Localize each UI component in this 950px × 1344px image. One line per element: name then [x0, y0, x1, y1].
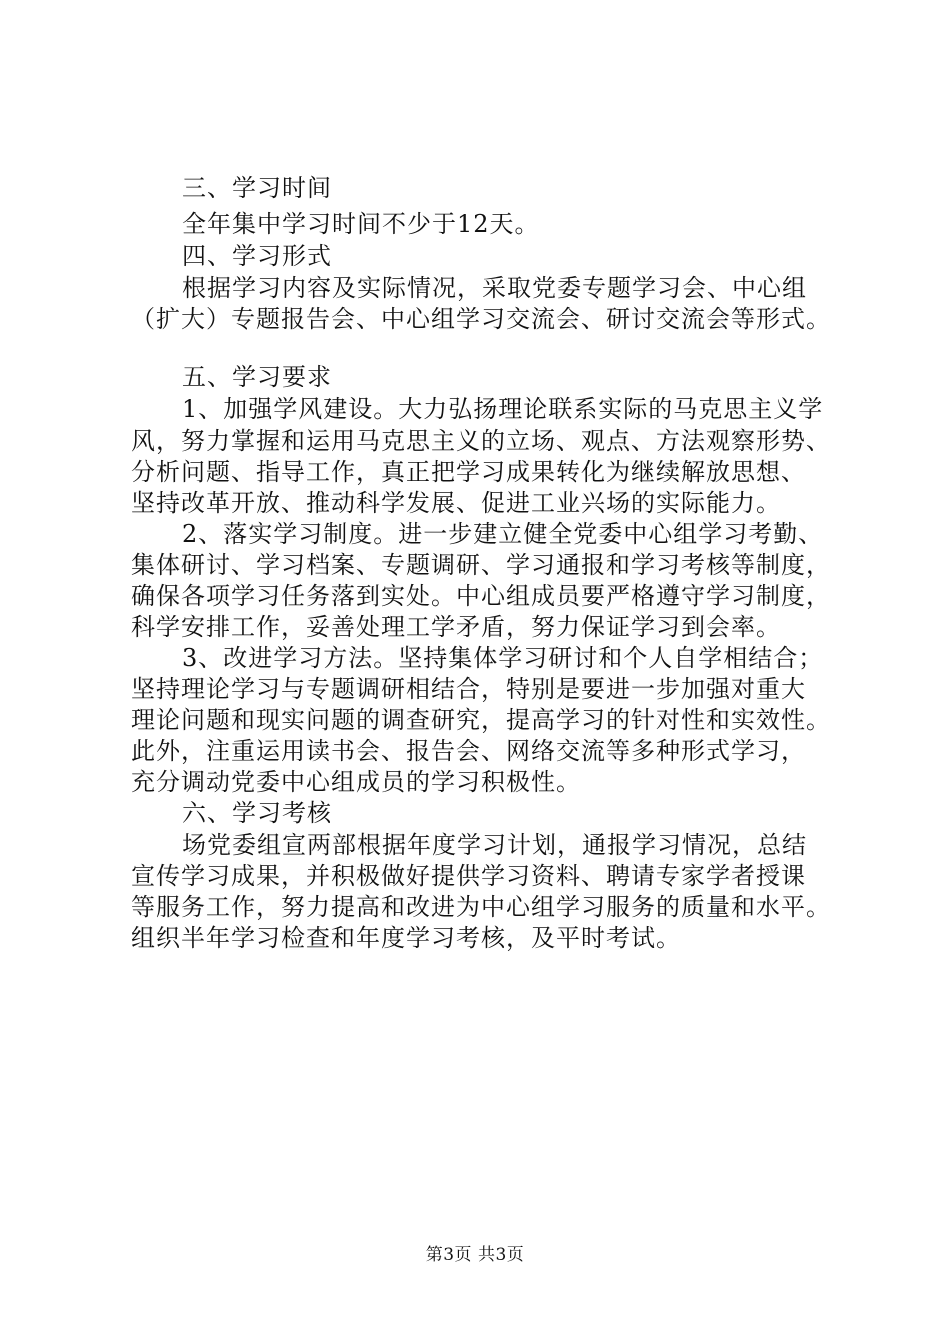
section-5-item-1-line: 坚持改革开放、推动科学发展、促进工业兴场的实际能力。	[131, 489, 781, 517]
section-6-body-line: 组织半年学习检查和年度学习考核，及平时考试。	[131, 924, 681, 952]
section-5-item-2-line: 集体研讨、学习档案、专题调研、学习通报和学习考核等制度，	[131, 551, 831, 579]
section-5-item-3-line: 理论问题和现实问题的调查研究，提高学习的针对性和实效性。	[131, 706, 831, 734]
section-5-item-3-line: 充分调动党委中心组成员的学习积极性。	[131, 768, 581, 796]
page-footer: 第3页 共3页	[425, 1245, 525, 1265]
section-3-heading: 三、学习时间	[182, 174, 332, 202]
section-5-item-2-line: 2、落实学习制度。进一步建立健全党委中心组学习考勤、	[182, 520, 824, 548]
section-5-item-1-line: 风，努力掌握和运用马克思主义的立场、观点、方法观察形势、	[131, 427, 831, 455]
section-5-item-1-line: 分析问题、指导工作，真正把学习成果转化为继续解放思想、	[131, 458, 806, 486]
section-5-item-1-line: 1、加强学风建设。大力弘扬理论联系实际的马克思主义学	[182, 395, 824, 423]
section-4-heading: 四、学习形式	[182, 242, 332, 270]
section-5-item-3-line: 3、改进学习方法。坚持集体学习研讨和个人自学相结合；	[182, 644, 824, 672]
section-6-body-line: 宣传学习成果，并积极做好提供学习资料、聘请专家学者授课	[131, 862, 806, 890]
section-6-heading: 六、学习考核	[182, 799, 332, 827]
section-4-body-line: 根据学习内容及实际情况，采取党委专题学习会、中心组	[182, 274, 807, 302]
section-5-item-2-line: 科学安排工作，妥善处理工学矛盾，努力保证学习到会率。	[131, 613, 781, 641]
section-6-body-line: 场党委组宣两部根据年度学习计划，通报学习情况，总结	[182, 831, 807, 859]
section-5-heading: 五、学习要求	[182, 363, 332, 391]
section-5-item-3-line: 坚持理论学习与专题调研相结合，特别是要进一步加强对重大	[131, 675, 806, 703]
section-6-body-line: 等服务工作，努力提高和改进为中心组学习服务的质量和水平。	[131, 893, 831, 921]
section-5-item-2-line: 确保各项学习任务落到实处。中心组成员要严格遵守学习制度，	[131, 582, 831, 610]
section-5-item-3-line: 此外，注重运用读书会、报告会、网络交流等多种形式学习，	[131, 737, 806, 765]
section-4-body-line: （扩大）专题报告会、中心组学习交流会、研讨交流会等形式。	[131, 305, 831, 333]
section-3-body: 全年集中学习时间不少于12天。	[182, 210, 540, 238]
